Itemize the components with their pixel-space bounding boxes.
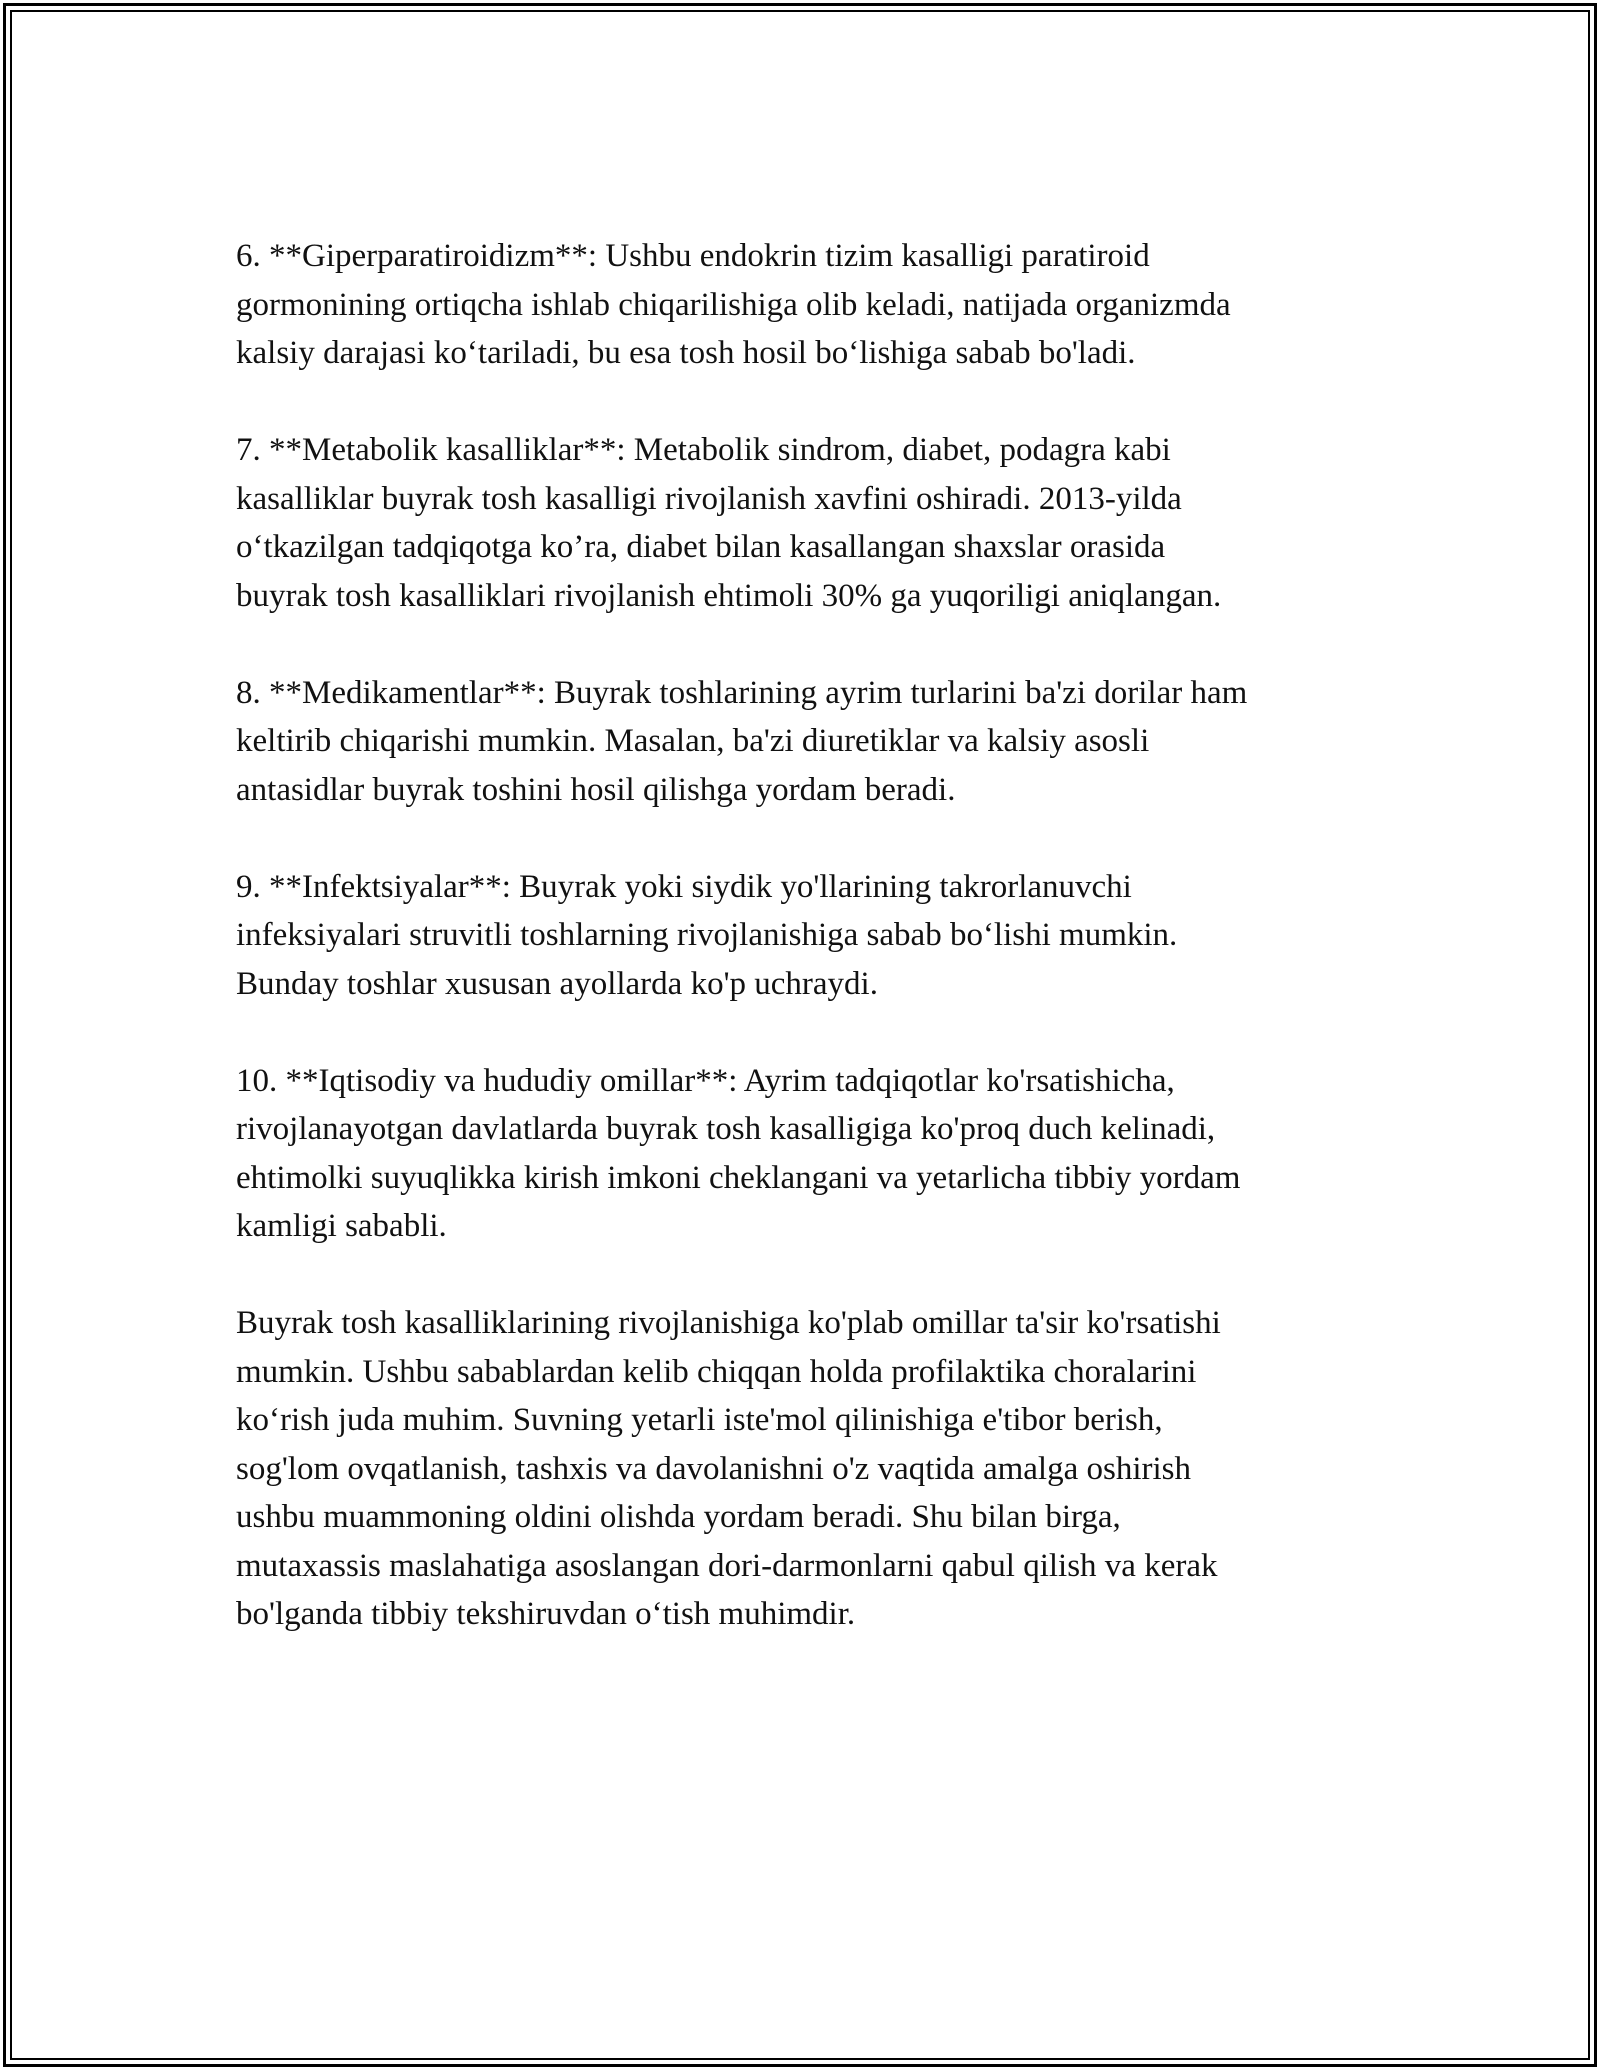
- paragraph-metabolic-diseases: 7. **Metabolik kasalliklar**: Metabolik sindrom, diabet, podagra kabi kasalliklar buyrak tosh kasalligi rivojlanish xavfini oshiradi. 2013-yilda o‘tkazilgan tadqiqotga ko’ra, diabet bilan kasallangan shaxslar orasida buyrak tosh kasalliklari rivojlanish ehtimoli 30% ga yuqoriligi aniqlangan.: [236, 432, 1222, 614]
- paragraph-medications: 8. **Medikamentlar**: Buyrak toshlarining ayrim turlarini ba'zi dorilar ham keltirib chiqarishi mumkin. Masalan, ba'zi diuretiklar va kalsiy asosli antasidlar buyrak toshini hosil qilishga yordam beradi.: [236, 674, 1248, 808]
- paragraph-economic-regional-factors: 10. **Iqtisodiy va hududiy omillar**: Ayrim tadqiqotlar ko'rsatishicha, rivojlanayotgan davlatlarda buyrak tosh kasalligiga ko'proq duch kelinadi, ehtimolki suyuqlikka kirish imkoni cheklangani va yetarlicha tibbiy yordam kamligi sababli.: [236, 1062, 1241, 1244]
- document-body: [236, 232, 1386, 1687]
- paragraph-hyperparathyroidism: 6. **Giperparatiroidizm**: Ushbu endokrin tizim kasalligi paratiroid gormonining ortiqcha ishlab chiqarilishiga olib keladi, natijada organizmda kalsiy darajasi ko‘tariladi, bu esa tosh hosil bo‘lishiga sabab bo'ladi.: [236, 238, 1231, 371]
- paragraph-conclusion: Buyrak tosh kasalliklarining rivojlanishiga ko'plab omillar ta'sir ko'rsatishi mumkin. Ushbu sabablardan kelib chiqqan holda profilaktika choralarini ko‘rish juda muhim. Suvning yetarli iste'mol qilinishiga e'tibor berish, sog'lom ovqatlanish, tashxis va davolanishni o'z vaqtida amalga oshirish ushbu muammoning oldini olishda yordam beradi. Shu bilan birga, mutaxassis maslahatiga asoslangan dori-darmonlarni qabul qilish va kerak bo'lganda tibbiy tekshiruvdan o‘tish muhimdir.: [236, 1305, 1221, 1632]
- paragraph-infections: 9. **Infektsiyalar**: Buyrak yoki siydik yo'llarining takrorlanuvchi infeksiyalari struvitli toshlarning rivojlanishiga sabab bo‘lishi mumkin. Bunday toshlar xususan ayollarda ko'p uchraydi.: [236, 868, 1178, 1002]
